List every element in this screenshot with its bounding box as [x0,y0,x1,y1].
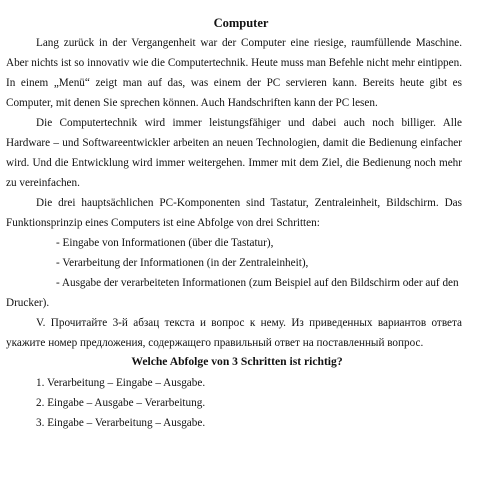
document-title: Computer [213,16,269,30]
answer-options [0,373,482,433]
document-page [0,14,482,433]
step-item-output: - Ausgabe der verarbeiteten Informationen (zum Beispiel auf den Bildschirm oder auf den Drucker). [6,277,459,309]
paragraph-2: Die Computertechnik wird immer leistungsfähiger und dabei auch noch billiger. Alle Hardware – und Softwareentwickler arbeiten an neuen Technologien, damit die Bedienung einfacher wird. Und die Entwicklung wird immer weitergehen. Immer mit dem Ziel, die Bedienung noch mehr zu vereinfachen. [6,117,462,189]
paragraph-3: Die drei hauptsächlichen PC-Komponenten sind Tastatur, Zentraleinheit, Bildschirm. Das Funktionsprinzip eines Computers ist eine Abfolge von drei Schritten: [6,197,462,229]
step-item-processing: - Verarbeitung der Informationen (in der Zentraleinheit), [56,257,309,269]
task-instruction: V. Прочитайте 3-й абзац текста и вопрос к нему. Из приведенных вариантов ответа укажите номер предложения, содержащего правильный ответ на поставленный вопрос. [6,317,462,349]
answer-option-1: 1. Verarbeitung – Eingabe – Ausgabe. [36,377,206,389]
answer-option-3: 3. Eingabe – Verarbeitung – Ausgabe. [36,417,206,429]
paragraph-1: Lang zurück in der Vergangenheit war der Computer eine riesige, raumfüllende Maschine. Aber nichts ist so innovativ wie die Computertechnik. Heute muss man Befehle nicht mehr eintippen. In einem „Menü“ zeigt man auf das, was einem der PC servieren kann. Bereits heute gibt es Computer, mit denen Sie sprechen können. Auch Handschriften kann der PC lesen. [6,37,462,109]
steps-list [0,233,482,313]
answer-option-2: 2. Eingabe – Ausgabe – Verarbeitung. [36,397,206,409]
question-text: Welche Abfolge von 3 Schritten ist richtig? [131,355,343,368]
step-item-input: - Eingabe von Informationen (über die Tastatur), [56,237,274,249]
